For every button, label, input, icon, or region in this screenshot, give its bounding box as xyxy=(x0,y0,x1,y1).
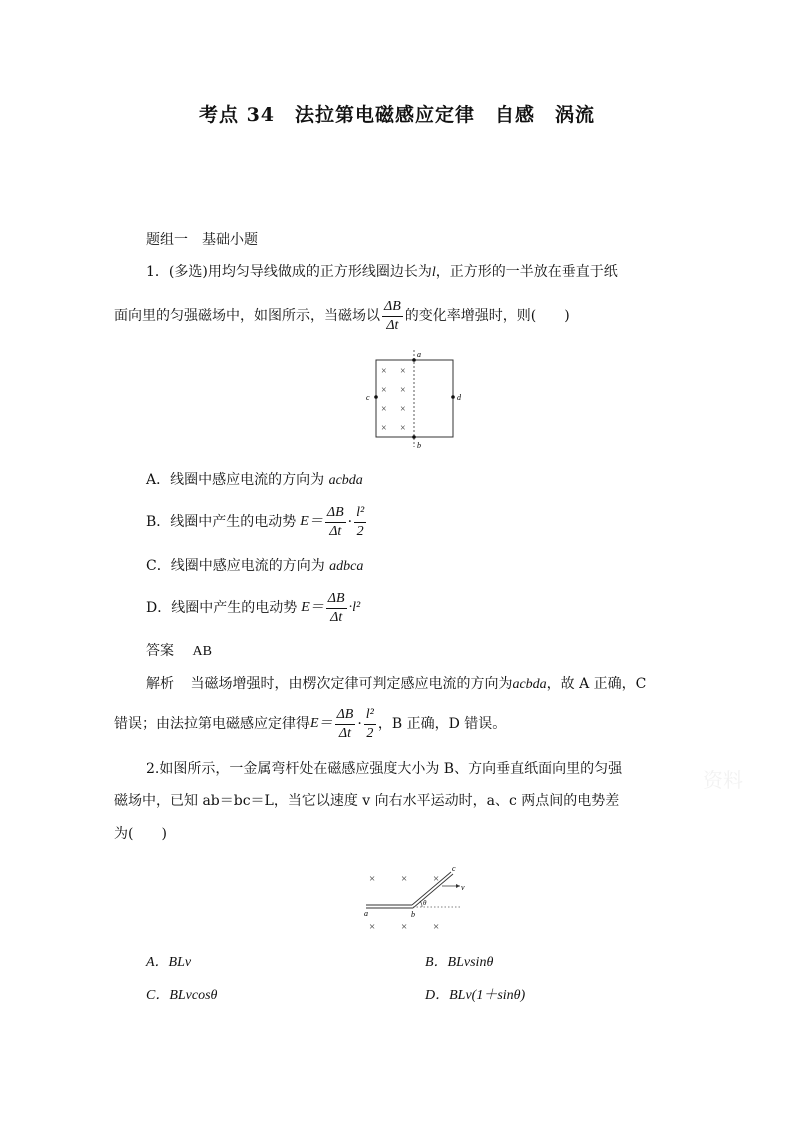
option-a-var: acbda xyxy=(328,473,363,488)
label-b: b xyxy=(411,910,415,919)
label-c: c xyxy=(366,393,370,402)
option-d-tail: ·l² xyxy=(348,600,361,615)
label-c: c xyxy=(452,864,456,873)
analysis-frac2 xyxy=(364,706,376,743)
q1-stem-line1 xyxy=(146,261,618,284)
option-d-frac xyxy=(326,590,347,627)
field-cross: × xyxy=(401,921,408,933)
label-v: v xyxy=(461,883,465,892)
q1-option-d xyxy=(146,584,360,632)
option-d-text: D．线圈中产生的电动势 xyxy=(146,600,298,616)
fraction-denominator: Δt xyxy=(330,609,343,625)
field-cross: × xyxy=(433,873,440,885)
fraction-numerator: ΔB xyxy=(326,590,347,609)
q1-option-a xyxy=(146,469,363,492)
q2-stem-line1: 2.如图所示，一金属弯杆处在磁感应强度大小为 B、方向垂直纸面向里的匀强 xyxy=(146,761,623,777)
answer-value: AB xyxy=(192,644,212,659)
q1-analysis-line1 xyxy=(146,673,646,696)
option-a-text: A．线圈中感应电流的方向为 xyxy=(146,472,325,488)
fraction-numerator: ΔB xyxy=(335,706,356,725)
q2-stem-line3: 为( ) xyxy=(114,826,167,842)
fraction-numerator: ΔB xyxy=(382,298,403,317)
magnetic-field-crosses xyxy=(369,873,439,933)
q2-option-a: A．BLv xyxy=(146,955,192,970)
field-cross: × xyxy=(400,366,406,377)
label-d: d xyxy=(457,393,461,402)
option-b-frac1 xyxy=(325,504,346,541)
q1-answer xyxy=(146,640,212,663)
label-b: b xyxy=(417,441,421,450)
option-c-var: adbca xyxy=(329,559,364,574)
q2-option-d: D．BLv(1＋sinθ) xyxy=(425,988,526,1003)
q2-bent-rod-figure xyxy=(356,862,476,934)
q2-stem-line2: 磁场中，已知 ab＝bc＝L，当它以速度 v 向右水平运动时，a、c 两点间的电势差 xyxy=(114,793,620,809)
page-title: 考点 34 法拉第电磁感应定律 自感 涡流 xyxy=(198,104,596,126)
analysis-text2-end: ，B 正确，D 错误。 xyxy=(377,716,507,732)
fraction-denominator: Δt xyxy=(329,523,342,539)
analysis-text-end: ，故 A 正确，C xyxy=(546,676,647,692)
analysis-eq: E＝ xyxy=(310,716,333,731)
q1-stem-text-end: ，正方形的一半放在垂直于纸 xyxy=(435,264,618,280)
field-cross: × xyxy=(433,921,440,933)
option-d-eq: E＝ xyxy=(301,600,324,615)
fraction-denominator: 2 xyxy=(366,725,374,741)
fraction-denominator: Δt xyxy=(386,317,399,333)
label-theta: θ xyxy=(423,899,427,907)
q1-stem-text2-end: 的变化率增强时，则( ) xyxy=(404,308,570,324)
magnetic-field-crosses xyxy=(381,366,406,434)
option-c-text: C．线圈中感应电流的方向为 xyxy=(146,558,325,574)
label-a: a xyxy=(417,350,421,359)
fraction-numerator: ΔB xyxy=(325,504,346,523)
q1-stem-text: 1．(多选)用均匀导线做成的正方形线圈边长为 xyxy=(146,264,432,280)
q1-stem-line2 xyxy=(114,294,570,338)
q1-var-l: l xyxy=(431,265,436,280)
q2-option-c: C．BLvcosθ xyxy=(146,988,218,1003)
section-heading: 题组一 基础小题 xyxy=(146,232,258,248)
fraction-denominator: 2 xyxy=(356,523,364,539)
field-cross: × xyxy=(369,873,376,885)
fraction-numerator: l² xyxy=(354,504,366,523)
q1-stem-text2: 面向里的匀强磁场中，如图所示，当磁场以 xyxy=(114,308,380,324)
analysis-text2: 错误；由法拉第电磁感应定律得 xyxy=(114,716,310,732)
field-cross: × xyxy=(400,423,406,434)
fraction-denominator: Δt xyxy=(338,725,351,741)
option-b-text: B．线圈中产生的电动势 xyxy=(146,514,297,530)
label-a: a xyxy=(364,909,368,918)
q1-analysis-line2: 错误；由法拉第电磁感应定律得 E＝ $\frac{\Delta B}{\Delta t}$ · $\frac{\text{l²}}{2}$ ，B 正确，D 错误。 xyxy=(114,706,507,741)
q1-coil-figure xyxy=(360,346,470,454)
field-cross: × xyxy=(369,921,376,933)
fraction-numerator: l² xyxy=(364,706,376,725)
analysis-frac1 xyxy=(335,706,356,743)
option-b-frac2 xyxy=(354,504,366,541)
analysis-var: acbda xyxy=(512,677,547,692)
field-cross: × xyxy=(401,873,408,885)
field-cross: × xyxy=(381,423,387,434)
field-cross: × xyxy=(400,404,406,415)
field-cross: × xyxy=(381,366,387,377)
q1-option-b: B．线圈中产生的电动势 E＝ $\frac{\Delta B}{\Delta t}$ · $\frac{\text{l²}}{2}$ xyxy=(146,504,365,539)
field-cross: × xyxy=(400,385,406,396)
q1-option-c xyxy=(146,555,363,578)
watermark: 资料 xyxy=(703,768,743,792)
analysis-label: 解析 xyxy=(146,676,174,692)
answer-label: 答案 xyxy=(146,643,174,659)
field-cross: × xyxy=(381,404,387,415)
analysis-text: 当磁场增强时，由楞次定律可判定感应电流的方向为 xyxy=(190,676,513,692)
q2-option-b: B．BLvsinθ xyxy=(425,955,494,970)
q1-rate-fraction xyxy=(382,298,403,335)
option-b-eq: E＝ xyxy=(300,514,323,529)
field-cross: × xyxy=(381,385,387,396)
